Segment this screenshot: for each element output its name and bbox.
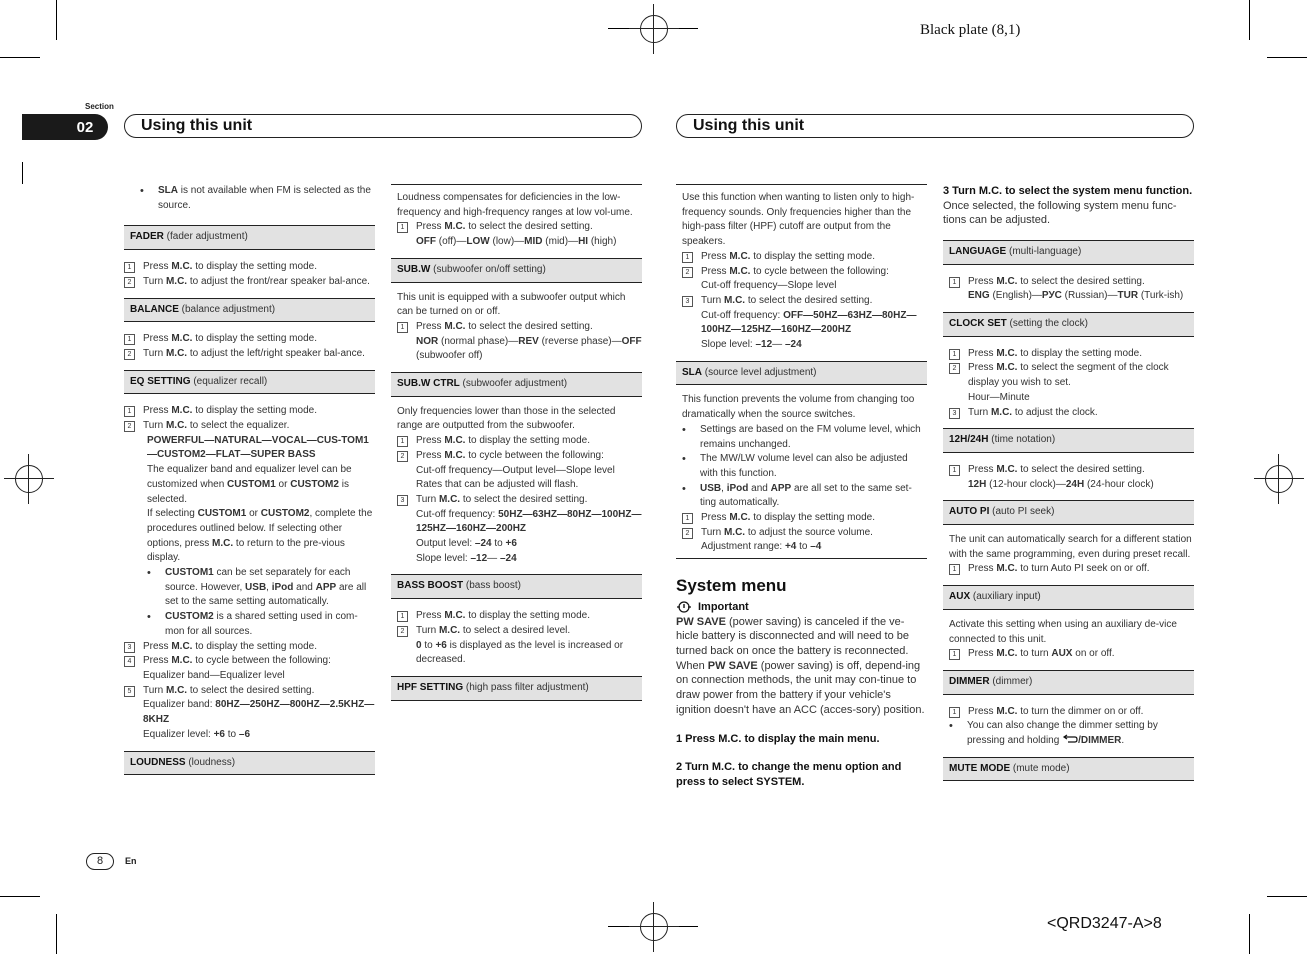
step-item: 1 Press M.C. to select the desired setting. NOR (normal phase)—REV (reverse phase)—OFF (subwoofer off) bbox=[391, 320, 642, 364]
step-3: 3 Turn M.C. to select the system menu function. bbox=[943, 185, 1193, 197]
column-2 bbox=[391, 184, 642, 709]
eq-list: POWERFUL—NATURAL—VOCAL—CUS-TOM1—CUSTOM2—FLAT—SUPER BASS bbox=[147, 434, 369, 461]
section-header-eq: EQ SETTING (equalizer recall) bbox=[124, 370, 375, 395]
crop-mark bbox=[22, 162, 23, 184]
crop-mark bbox=[56, 914, 57, 954]
divider bbox=[676, 558, 927, 559]
section-label: Section bbox=[85, 102, 114, 111]
left-title-text: Using this unit bbox=[141, 117, 253, 134]
section-header-12h24h: 12H/24H (time notation) bbox=[943, 428, 1194, 453]
section-header-clock: CLOCK SET (setting the clock) bbox=[943, 312, 1194, 337]
sla-paragraph: This function prevents the volume from changing too dramatically when the source switches. bbox=[682, 394, 915, 421]
section-header-loudness: LOUDNESS (loudness) bbox=[124, 751, 375, 776]
crop-mark bbox=[56, 0, 57, 40]
crop-mark bbox=[1267, 57, 1307, 58]
list-item: • SLA is not available when FM is selected as the source. bbox=[124, 184, 375, 213]
registration-mark bbox=[640, 15, 668, 43]
step-item: 2 Press M.C. to cycle between the following: Cut-off frequency—Output level—Slope level Rates that can be adjusted will flash. bbox=[391, 449, 642, 493]
registration-mark bbox=[15, 465, 43, 493]
step-item: 1 Press M.C. to display the setting mode. bbox=[391, 434, 642, 449]
step-item: 1 Press M.C. to display the setting mode. bbox=[124, 332, 375, 347]
list-item: • CUSTOM2 is a shared setting used in com-mon for all sources. bbox=[147, 611, 358, 637]
step-item: 1 Press M.C. to select the desired setting. 12H (12-hour clock)—24H (24-hour clock) bbox=[943, 463, 1194, 492]
column-1 bbox=[124, 184, 375, 783]
subc-paragraph: Only frequencies lower than those in the selected range are outputted from the subwoofer. bbox=[397, 405, 616, 432]
section-header-auto-pi: AUTO PI (auto PI seek) bbox=[943, 500, 1194, 525]
step-item: 2 Turn M.C. to select the equalizer. bbox=[124, 419, 375, 434]
step-item: 3 Turn M.C. to select the desired setting. Cut-off frequency: 50HZ—63HZ—80HZ—100HZ—125HZ—160HZ—200HZ Output level: –24 to +6 Slope level: –12— –24 bbox=[391, 493, 642, 567]
section-header-subw-ctrl: SUB.W CTRL (subwoofer adjustment) bbox=[391, 372, 642, 397]
section-header-aux: AUX (auxiliary input) bbox=[943, 585, 1194, 610]
left-page-title bbox=[124, 114, 642, 138]
section-header-sla: SLA (source level adjustment) bbox=[676, 361, 927, 386]
step-item: 1 Press M.C. to select the desired setting. ENG (English)—РУС (Russian)—TUR (Turk-ish) bbox=[943, 275, 1194, 304]
back-icon bbox=[1062, 734, 1078, 744]
crop-mark bbox=[1267, 896, 1307, 897]
crop-mark bbox=[0, 57, 40, 58]
step-item: 2 Turn M.C. to adjust the left/right speaker bal-ance. bbox=[124, 347, 375, 362]
section-header-bass-boost: BASS BOOST (bass boost) bbox=[391, 574, 642, 599]
bullet-icon: • bbox=[140, 185, 144, 197]
right-page-title bbox=[676, 114, 1194, 138]
list-item: • You can also change the dimmer setting by pressing and holding /DIMMER. bbox=[949, 720, 1158, 747]
step-item: 3 Turn M.C. to select the desired setting. Cut-off frequency: OFF—50HZ—63HZ—80HZ—100HZ—125HZ—160HZ—200HZ Slope level: –12— –24 bbox=[676, 294, 927, 353]
step-item: 2 Turn M.C. to adjust the front/rear speaker bal-ance. bbox=[124, 275, 375, 290]
divider bbox=[391, 184, 642, 185]
document-code: <QRD3247-A>8 bbox=[1047, 915, 1162, 932]
registration-mark bbox=[640, 913, 668, 941]
language-label: En bbox=[125, 856, 137, 866]
step-item: 2 Turn M.C. to select a desired level. 0 to +6 is displayed as the level is increased or decreased. bbox=[391, 624, 642, 668]
step-item: 1 Press M.C. to display the setting mode. bbox=[391, 609, 642, 624]
section-number-tab bbox=[22, 114, 108, 140]
list-item: • CUSTOM1 can be set separately for each source. However, USB, iPod and APP are all set to the same setting automatically. bbox=[147, 567, 367, 608]
step-1: 1 Press M.C. to display the main menu. bbox=[676, 732, 880, 745]
step-2: 2 Turn M.C. to change the menu option and press to select SYSTEM. bbox=[676, 761, 902, 788]
autopi-paragraph: The unit can automatically search for a different station with the same programming, even during preset recall. bbox=[949, 534, 1192, 560]
section-header-subw: SUB.W (subwoofer on/off setting) bbox=[391, 258, 642, 283]
step-item: 1 Press M.C. to display the setting mode. bbox=[124, 260, 375, 275]
section-header-fader: FADER (fader adjustment) bbox=[124, 225, 375, 250]
step-item: 5 Turn M.C. to select the desired setting. Equalizer band: 80HZ—250HZ—800HZ—2.5KHZ—8KHZ Equalizer level: +6 to –6 bbox=[124, 684, 375, 743]
list-item: • The MW/LW volume level can also be adjusted with this function. bbox=[682, 453, 908, 479]
step-item: 1 Press M.C. to turn the dimmer on or off. bbox=[943, 705, 1194, 720]
step-item: 3 Turn M.C. to adjust the clock. bbox=[943, 406, 1194, 421]
important-label: Important bbox=[676, 600, 927, 615]
registration-mark bbox=[1265, 465, 1293, 493]
hpf-paragraph: Use this function when wanting to listen only to high-frequency sounds. Only frequencies higher than the high-pass filter (HPF) cutoff are output from the speakers. bbox=[682, 192, 915, 248]
aux-paragraph: Activate this setting when using an auxiliary de-vice connected to this unit. bbox=[949, 618, 1177, 645]
step-item: 1 Press M.C. to select the desired setting. OFF (off)—LOW (low)—MID (mid)—HI (high) bbox=[391, 220, 642, 249]
subw-paragraph: This unit is equipped with a subwoofer output which can be turned on or off. bbox=[397, 291, 626, 318]
crop-mark bbox=[1249, 914, 1250, 954]
step-item: 1 Press M.C. to display the setting mode. bbox=[676, 511, 927, 526]
section-header-dimmer: DIMMER (dimmer) bbox=[943, 670, 1194, 695]
step-item: 1 Press M.C. to display the setting mode. bbox=[676, 250, 927, 265]
eq-paragraph: The equalizer band and equalizer level can be customized when CUSTOM1 or CUSTOM2 is selected. bbox=[147, 464, 352, 505]
list-item: • Settings are based on the FM volume level, which remains unchanged. bbox=[682, 423, 921, 450]
page-number: 8 bbox=[86, 853, 114, 870]
column-3 bbox=[676, 184, 927, 789]
loudness-paragraph: Loudness compensates for deficiencies in the low-frequency and high-frequency ranges at low vol-ume. bbox=[397, 192, 633, 218]
step-item: 4 Press M.C. to cycle between the following: Equalizer band—Equalizer level bbox=[124, 654, 375, 683]
step-item: 2 Turn M.C. to adjust the source volume. Adjustment range: +4 to –4 bbox=[676, 526, 927, 555]
section-header-hpf: HPF SETTING (high pass filter adjustment) bbox=[391, 676, 642, 701]
section-header-language: LANGUAGE (multi-language) bbox=[943, 240, 1194, 265]
divider bbox=[676, 184, 927, 185]
section-header-mute-mode: MUTE MODE (mute mode) bbox=[943, 757, 1194, 782]
step-3-paragraph: Once selected, the following system menu func-tions can be adjusted. bbox=[943, 199, 1177, 227]
crop-mark bbox=[0, 896, 40, 897]
step-item: 2 Press M.C. to cycle between the following: Cut-off frequency—Slope level bbox=[676, 265, 927, 294]
section-header-balance: BALANCE (balance adjustment) bbox=[124, 298, 375, 323]
step-item: 1 Press M.C. to turn Auto PI seek on or off. bbox=[943, 562, 1194, 577]
step-item: 2 Press M.C. to select the segment of the clock display you wish to set. Hour—Minute bbox=[943, 361, 1194, 405]
section-number: 02 bbox=[76, 118, 94, 136]
system-menu-heading: System menu bbox=[676, 576, 787, 596]
column-4 bbox=[943, 184, 1194, 789]
list-item: • USB, iPod and APP are all set to the same set-ting automatically. bbox=[682, 482, 912, 509]
eq-paragraph: If selecting CUSTOM1 or CUSTOM2, complete the procedures outlined below. If selecting other options, press M.C. to return to the pre-vious display. bbox=[147, 508, 373, 564]
crop-mark bbox=[1249, 0, 1250, 40]
right-title-text: Using this unit bbox=[693, 117, 805, 134]
step-item: 1 Press M.C. to display the setting mode. bbox=[124, 404, 375, 419]
step-item: 1 Press M.C. to turn AUX on or off. bbox=[943, 647, 1194, 662]
step-item: 3 Press M.C. to display the setting mode. bbox=[124, 640, 375, 655]
step-item: 1 Press M.C. to display the setting mode. bbox=[943, 347, 1194, 362]
important-paragraph: PW SAVE (power saving) is canceled if the ve-hicle battery is disconnected and will need to be turned back on once the battery is reconnected. When PW SAVE (power saving) is off, depend-ing on connection methods, the unit may con-tinue to draw power from the battery if your vehicle's ignition doesn't have an ACC (acces-sory) position. bbox=[676, 615, 925, 716]
plate-label: Black plate (8,1) bbox=[920, 22, 1021, 38]
important-icon bbox=[676, 601, 692, 613]
